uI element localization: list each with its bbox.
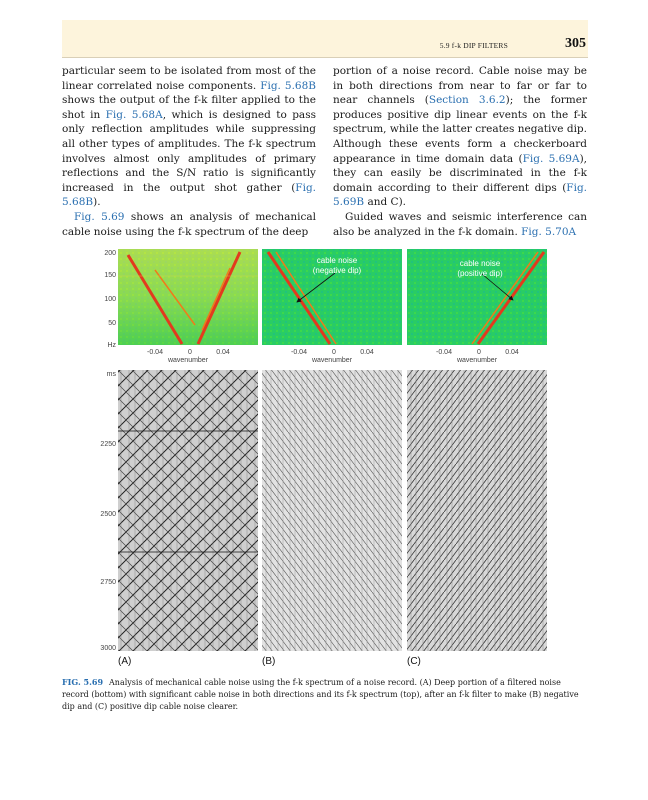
fk-y-unit: Hz: [107, 342, 116, 349]
annotation-label: cable noise: [316, 256, 358, 265]
fk-x-tick: 0.04: [360, 349, 374, 356]
fk-x-tick: 0.04: [216, 349, 230, 356]
caption-text: Analysis of mechanical cable noise using the f-k spectrum of a noise record. (A) Deep portion of a filtered noise record (bottom) with significant cable noise in both directions and its f-k spectrum (top), after an f-k filter to make (B) negative dip and (C) positive dip cable noise clearer.: [62, 678, 579, 711]
fk-y-tick: 100: [104, 296, 116, 303]
annotation-label: cable noise: [459, 259, 501, 268]
text-span: Guided waves and seismic interference can also be analyzed in the f-k domain.: [333, 210, 587, 238]
fk-x-label: wavenumber: [311, 357, 353, 364]
fk-x-tick: -0.04: [436, 349, 452, 356]
text-span: shows an analysis of mechanical cable noise using the f-k spectrum of the deep: [62, 210, 317, 238]
seismic-panel-b: [262, 370, 402, 651]
figure-link[interactable]: Fig. 5.68B: [62, 181, 316, 209]
time-y-tick: 2750: [100, 579, 116, 586]
text-span: ).: [93, 196, 101, 209]
caption-label: FIG. 5.69: [62, 677, 104, 687]
running-header: 5.9 f-k DIP FILTERS: [439, 41, 508, 50]
fk-x-tick: 0.04: [505, 349, 519, 356]
fk-x-axis-a: [147, 349, 230, 364]
seismic-panel-a: [118, 370, 258, 651]
text-span: shows the output of the f-k filter applied to the shot in: [62, 94, 316, 121]
seismic-panel-c: [407, 370, 547, 651]
panel-label-b: (B): [262, 656, 276, 667]
section-link[interactable]: Section 3.6.2: [428, 94, 506, 107]
time-y-unit: ms: [106, 371, 116, 378]
fk-x-label: wavenumber: [456, 357, 498, 364]
fk-x-label: wavenumber: [167, 357, 209, 364]
spectrum-noise: [118, 249, 258, 345]
fk-y-tick: 50: [108, 320, 116, 327]
fk-x-tick: 0: [477, 349, 481, 356]
figure-link[interactable]: Fig. 5.68A: [105, 108, 163, 121]
text-span: ), they can easily be discriminated in the f-k domain according to their different dips (: [333, 152, 587, 194]
fk-x-tick: -0.04: [291, 349, 307, 356]
fk-x-tick: 0: [332, 349, 336, 356]
page-number: 305: [565, 36, 586, 51]
time-y-axis: [100, 371, 116, 652]
annotation-label: (negative dip): [312, 266, 362, 275]
annotation-label: (positive dip): [457, 269, 503, 278]
fk-x-axis-b: [291, 349, 374, 364]
figure-link[interactable]: Fig. 5.69A: [522, 152, 580, 165]
text-span: particular seem to be isolated from most of the linear correlated noise components.: [62, 65, 316, 92]
fk-y-axis: [104, 250, 116, 349]
text-span: and C).: [364, 196, 406, 209]
figure-link[interactable]: Fig. 5.69B: [333, 181, 587, 209]
panel-label-c: (C): [407, 656, 421, 667]
text-span: , which is designed to pass only reflection amplitudes while suppressing all other types of amplitudes. The f-k spectrum involves almost only amplitudes of primary reflections and the S/N ratio is significantly increased in the output shot gather (: [62, 108, 316, 194]
fk-x-axis-c: [436, 349, 519, 364]
time-y-tick: 2500: [100, 511, 116, 518]
time-y-tick: 3000: [100, 645, 116, 652]
figure-link[interactable]: Fig. 5.69: [74, 210, 125, 223]
fk-spectrum-c: [407, 249, 547, 345]
fk-y-tick: 150: [104, 272, 116, 279]
time-y-tick: 2250: [100, 441, 116, 448]
text-span: ); the former produces positive dip linear events on the f-k spectrum, while the latter creates negative dip. Although these events form a checkerboard appearance in time domain data (: [333, 94, 587, 165]
figure-link[interactable]: Fig. 5.68B: [260, 79, 316, 92]
fk-x-tick: 0: [188, 349, 192, 356]
fk-spectrum-b: [262, 249, 402, 345]
figure-caption: [62, 676, 588, 713]
fk-y-tick: 200: [104, 250, 116, 257]
text-span: portion of a noise record. Cable noise may be in both directions from near to far or far to near channels (: [333, 65, 587, 107]
fk-x-tick: -0.04: [147, 349, 163, 356]
fk-spectrum-a: [118, 249, 258, 345]
panel-label-a: (A): [118, 656, 132, 667]
figure-link[interactable]: Fig. 5.70A: [521, 225, 577, 238]
